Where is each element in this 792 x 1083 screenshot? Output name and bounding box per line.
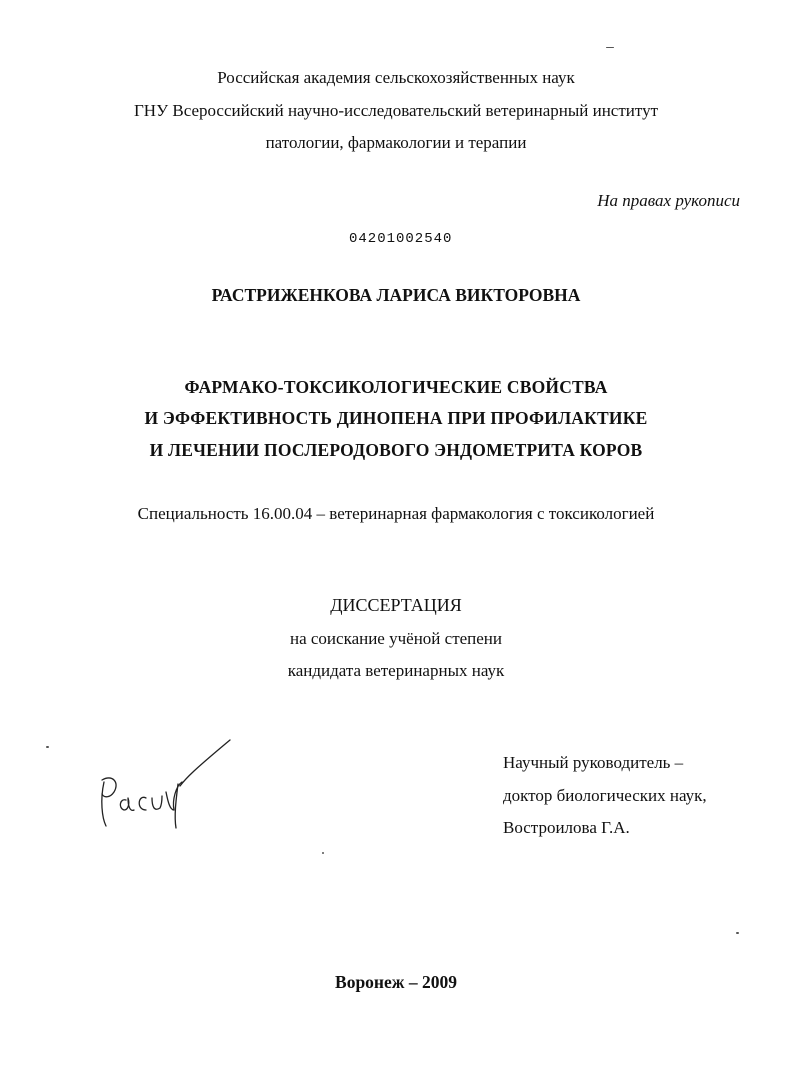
scan-speck — [736, 932, 739, 934]
handwritten-signature — [90, 730, 240, 840]
city-year: Воронеж – 2009 — [335, 972, 457, 992]
manuscript-rights: На правах рукописи — [597, 191, 740, 210]
scan-speck — [322, 852, 324, 854]
title-line-3: И ЛЕЧЕНИИ ПОСЛЕРОДОВОГО ЭНДОМЕТРИТА КОРОВ — [149, 440, 643, 460]
title-line-1: ФАРМАКО-ТОКСИКОЛОГИЧЕСКИЕ СВОЙСТВА — [184, 377, 608, 397]
degree-line-2: кандидата ветеринарных наук — [287, 661, 505, 680]
institution-line-2: ГНУ Всероссийский научно-исследовательский ветеринарный институт — [133, 101, 659, 120]
supervisor-line-2: доктор биологических наук, — [503, 786, 707, 805]
title-line-2: И ЭФФЕКТИВНОСТЬ ДИНОПЕНА ПРИ ПРОФИЛАКТИКЕ — [144, 408, 648, 428]
registration-number: 04201002540 — [349, 231, 453, 247]
supervisor-line-3: Востроилова Г.А. — [503, 818, 630, 837]
institution-line-3: патологии, фармакологии и терапии — [265, 133, 527, 152]
author-name: РАСТРИЖЕНКОВА ЛАРИСА ВИКТОРОВНА — [211, 285, 581, 305]
dissertation-heading: ДИССЕРТАЦИЯ — [330, 595, 462, 615]
institution-line-1: Российская академия сельскохозяйственных наук — [217, 68, 575, 87]
scan-speck — [606, 47, 614, 48]
scan-speck — [46, 746, 49, 748]
specialty: Специальность 16.00.04 – ветеринарная фармакология с токсикологией — [137, 504, 655, 523]
supervisor-line-1: Научный руководитель – — [503, 753, 684, 772]
degree-line-1: на соискание учёной степени — [289, 629, 503, 648]
